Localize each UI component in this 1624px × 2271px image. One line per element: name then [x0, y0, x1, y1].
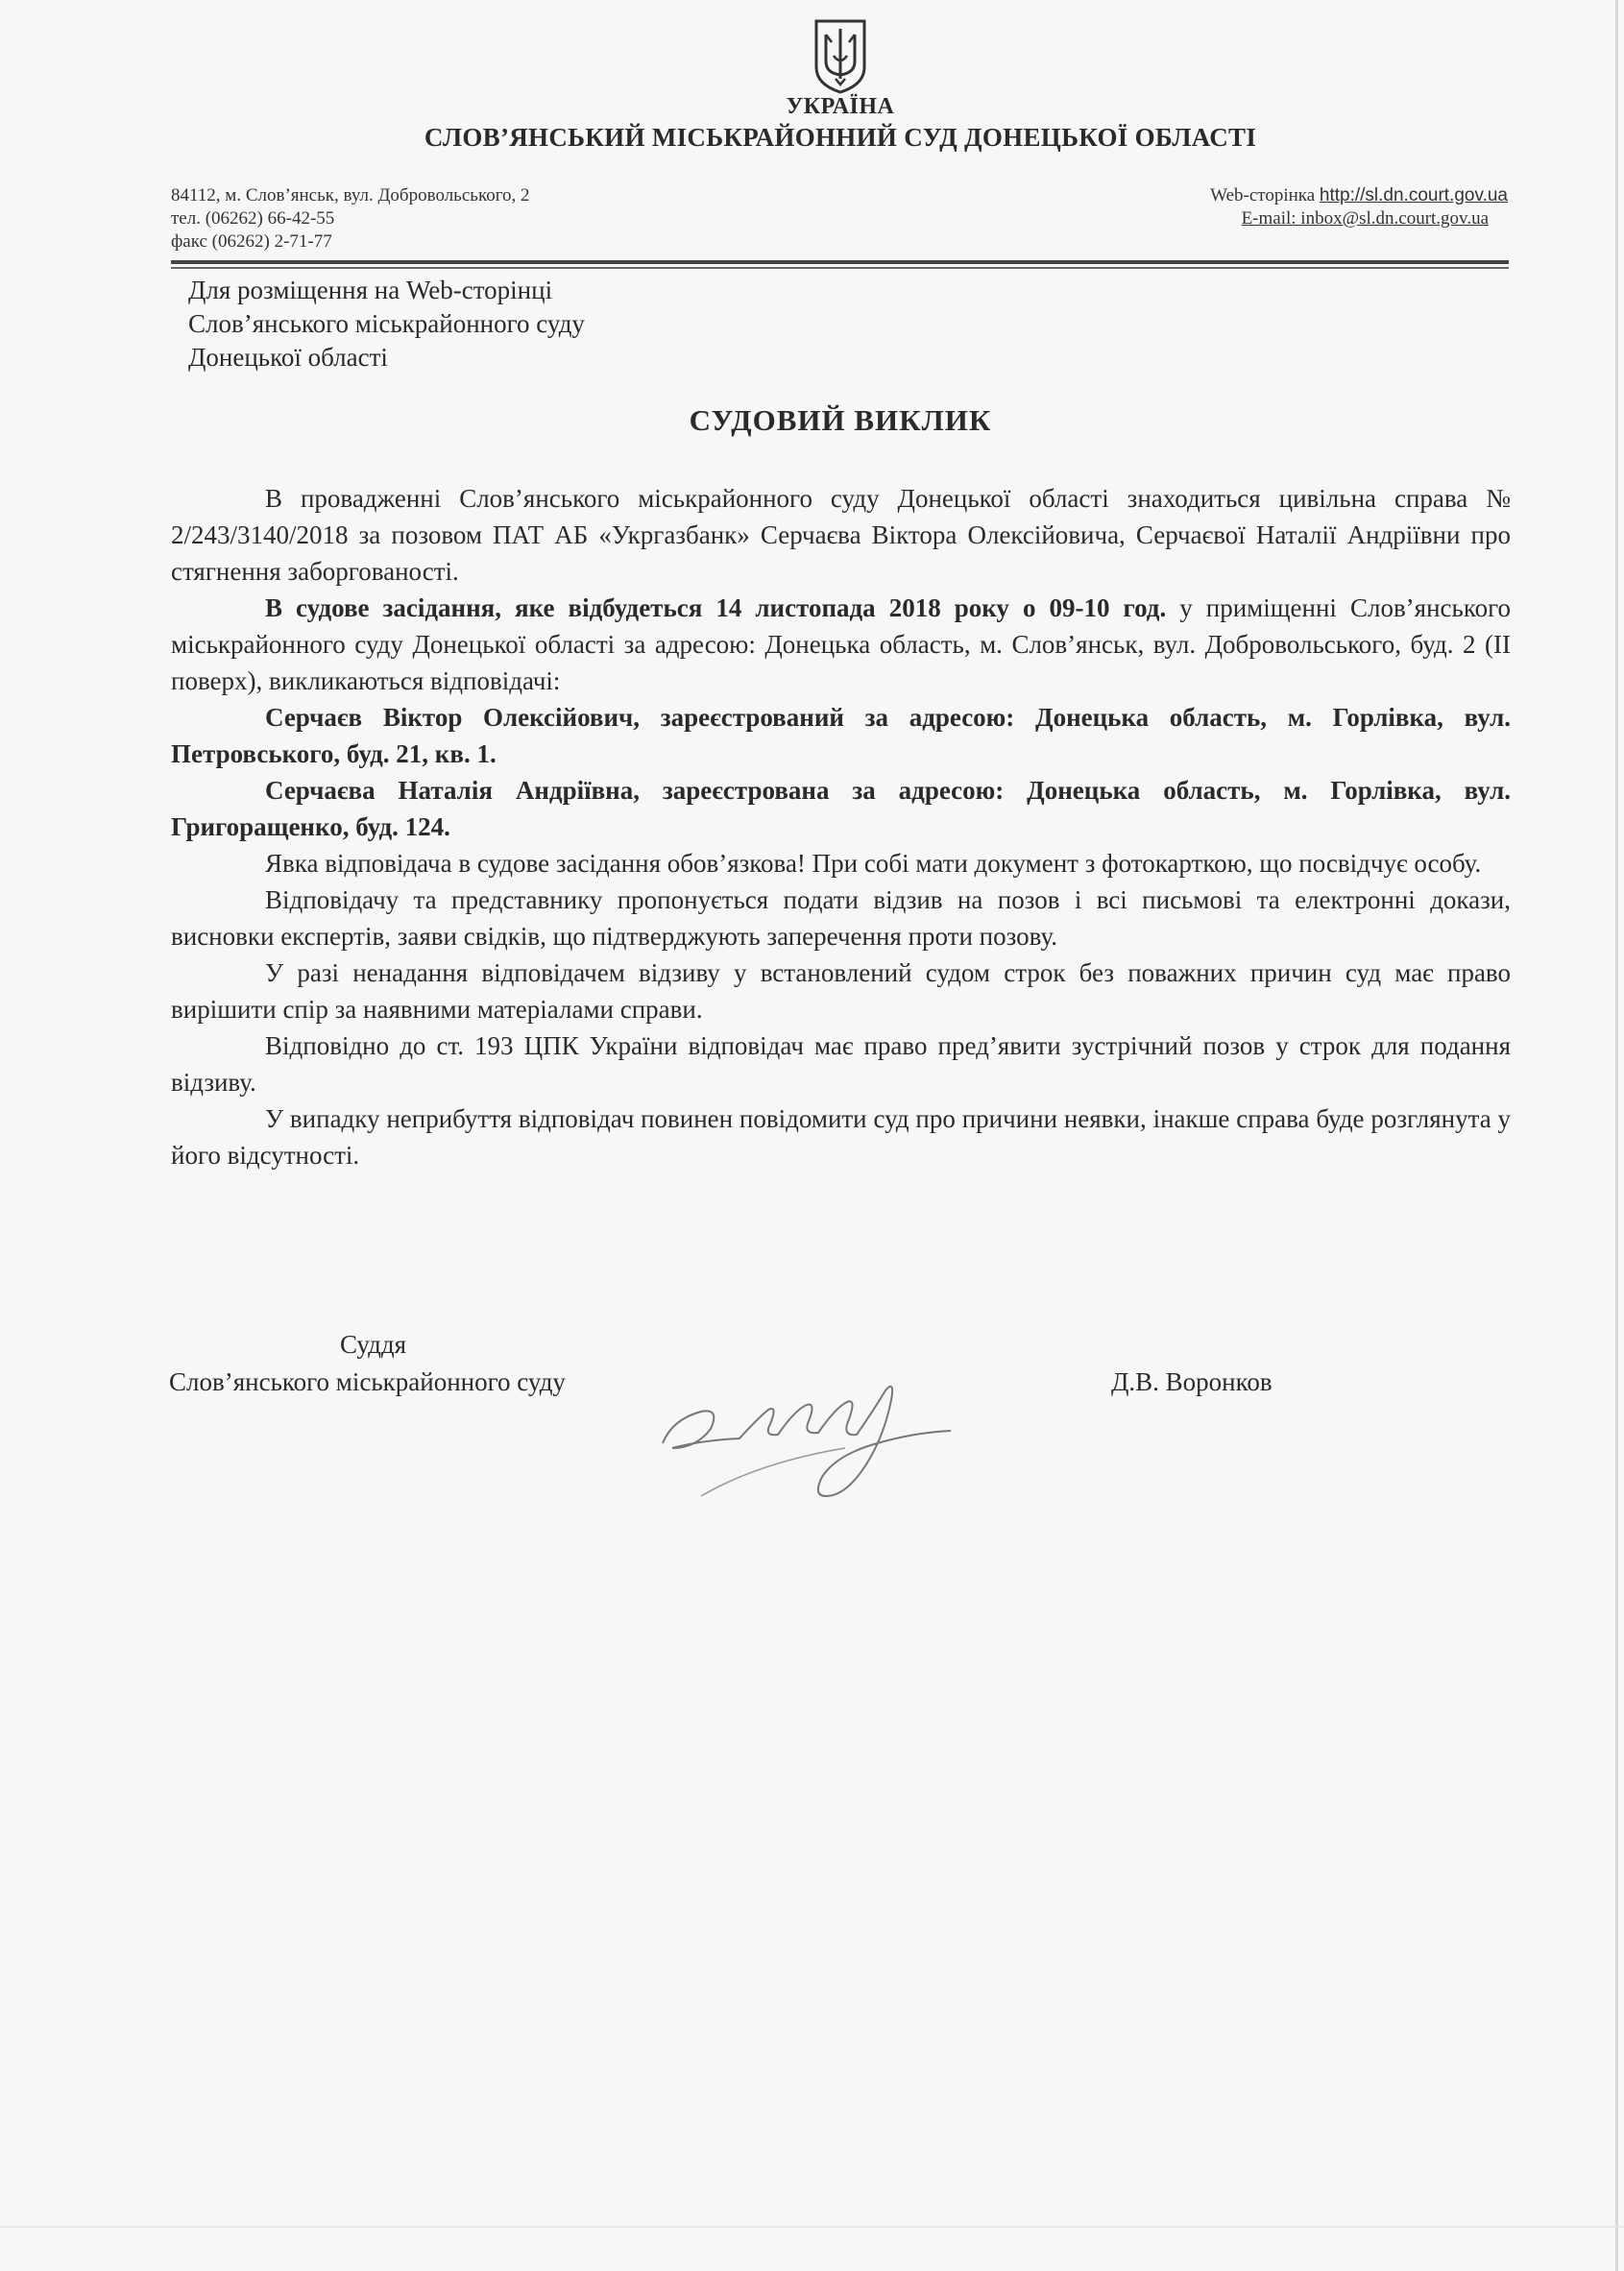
placement-line: Для розміщення на Web-сторінці [188, 276, 553, 304]
address-line: 84112, м. Слов’янськ, вул. Добровольського, 2 [171, 185, 530, 205]
body-paragraph: У разі ненадання відповідачем відзиву у встановлений судом строк без поважних причин суд має право вирішити спір за наявними матеріалами справи. [171, 958, 1511, 1024]
signatory-court: Слов’янського міськрайонного суду [169, 1367, 566, 1396]
body-paragraph: В провадженні Слов’янського міськрайонного суду Донецької області знаходиться цивільна справа № 2/243/3140/2018 за позовом ПАТ АБ «Укргазбанк» Серчаєва Віктора Олексійовича, Серчаєвої Наталії Андріївни про стягнення заборгованості. [171, 484, 1511, 586]
body-paragraph: Відповідачу та представнику пропонується подати відзив на позов і всі письмові та електронні докази, висновки експертів, заяви свідків, що підтверджують заперечення проти позову. [171, 885, 1511, 951]
email-link[interactable]: E-mail: inbox@sl.dn.court.gov.ua [1241, 208, 1489, 229]
body-paragraph: Явка відповідача в судове засідання обов’язкова! При собі мати документ з фотокарткою, що посвідчує особу. [265, 849, 1482, 878]
header-divider [171, 260, 1509, 264]
scan-bottom-line [0, 2226, 1624, 2228]
document-body [171, 480, 1511, 1173]
hearing-details-text: у приміщенні Слов’янського міськрайонного суду Донецької області за адресою: Донецька область, м. Слов’янськ, вул. Добровольського, буд. 2 (ІІ поверх), викликаються відповідачі: [171, 593, 1511, 695]
web-label: Web-сторінка [1210, 185, 1316, 205]
defendant-2-text: Серчаєва Наталія Андріївна, зареєстрована за адресою: Донецька область, м. Горлівка, вул. Григоращенко, буд. 124. [171, 776, 1511, 841]
defendant-1-text: Серчаєв Віктор Олексійович, зареєстрований за адресою: Донецька область, м. Горлівка, вул. Петровського, буд. 21, кв. 1. [171, 703, 1511, 768]
header-court-name: СЛОВ’ЯНСЬКИЙ МІСЬКРАЙОННИЙ СУД ДОНЕЦЬКОЇ ОБЛАСТІ [424, 123, 1257, 152]
hearing-date-text: В судове засідання, яке відбудеться 14 листопада 2018 року о 09-10 год. [265, 593, 1167, 622]
phone-line: тел. (06262) 66-42-55 [171, 208, 335, 229]
court-contacts-block [1143, 184, 1508, 230]
court-address-block [171, 184, 530, 254]
scan-edge [1615, 0, 1618, 2271]
defendant-1 [171, 699, 1511, 772]
fax-line: факс (06262) 2-71-77 [171, 231, 332, 252]
signatory-title: Суддя [340, 1330, 407, 1359]
placement-line: Слов’янського міськрайонного суду [188, 309, 585, 338]
signatory-name: Д.В. Воронков [1111, 1367, 1273, 1396]
header-country: УКРАЇНА [786, 94, 895, 119]
body-paragraph: Відповідно до ст. 193 ЦПК України відповідач має право пред’явити зустрічний позов у строк для подання відзиву. [171, 1031, 1511, 1097]
placement-line: Донецької області [188, 343, 388, 372]
handwritten-signature [643, 1352, 970, 1506]
placement-note [188, 274, 585, 374]
document-title: СУДОВИЙ ВИКЛИК [689, 403, 992, 437]
body-paragraph: У випадку неприбуття відповідач повинен повідомити суд про причини неявки, інакше справа буде розглянута у його відсутності. [171, 1104, 1511, 1170]
body-paragraph-hearing [171, 590, 1511, 699]
header-divider-thin [171, 267, 1509, 269]
defendant-2 [171, 772, 1511, 845]
website-link[interactable]: http://sl.dn.court.gov.ua [1319, 185, 1508, 205]
trident-coat-of-arms-icon [812, 17, 868, 94]
